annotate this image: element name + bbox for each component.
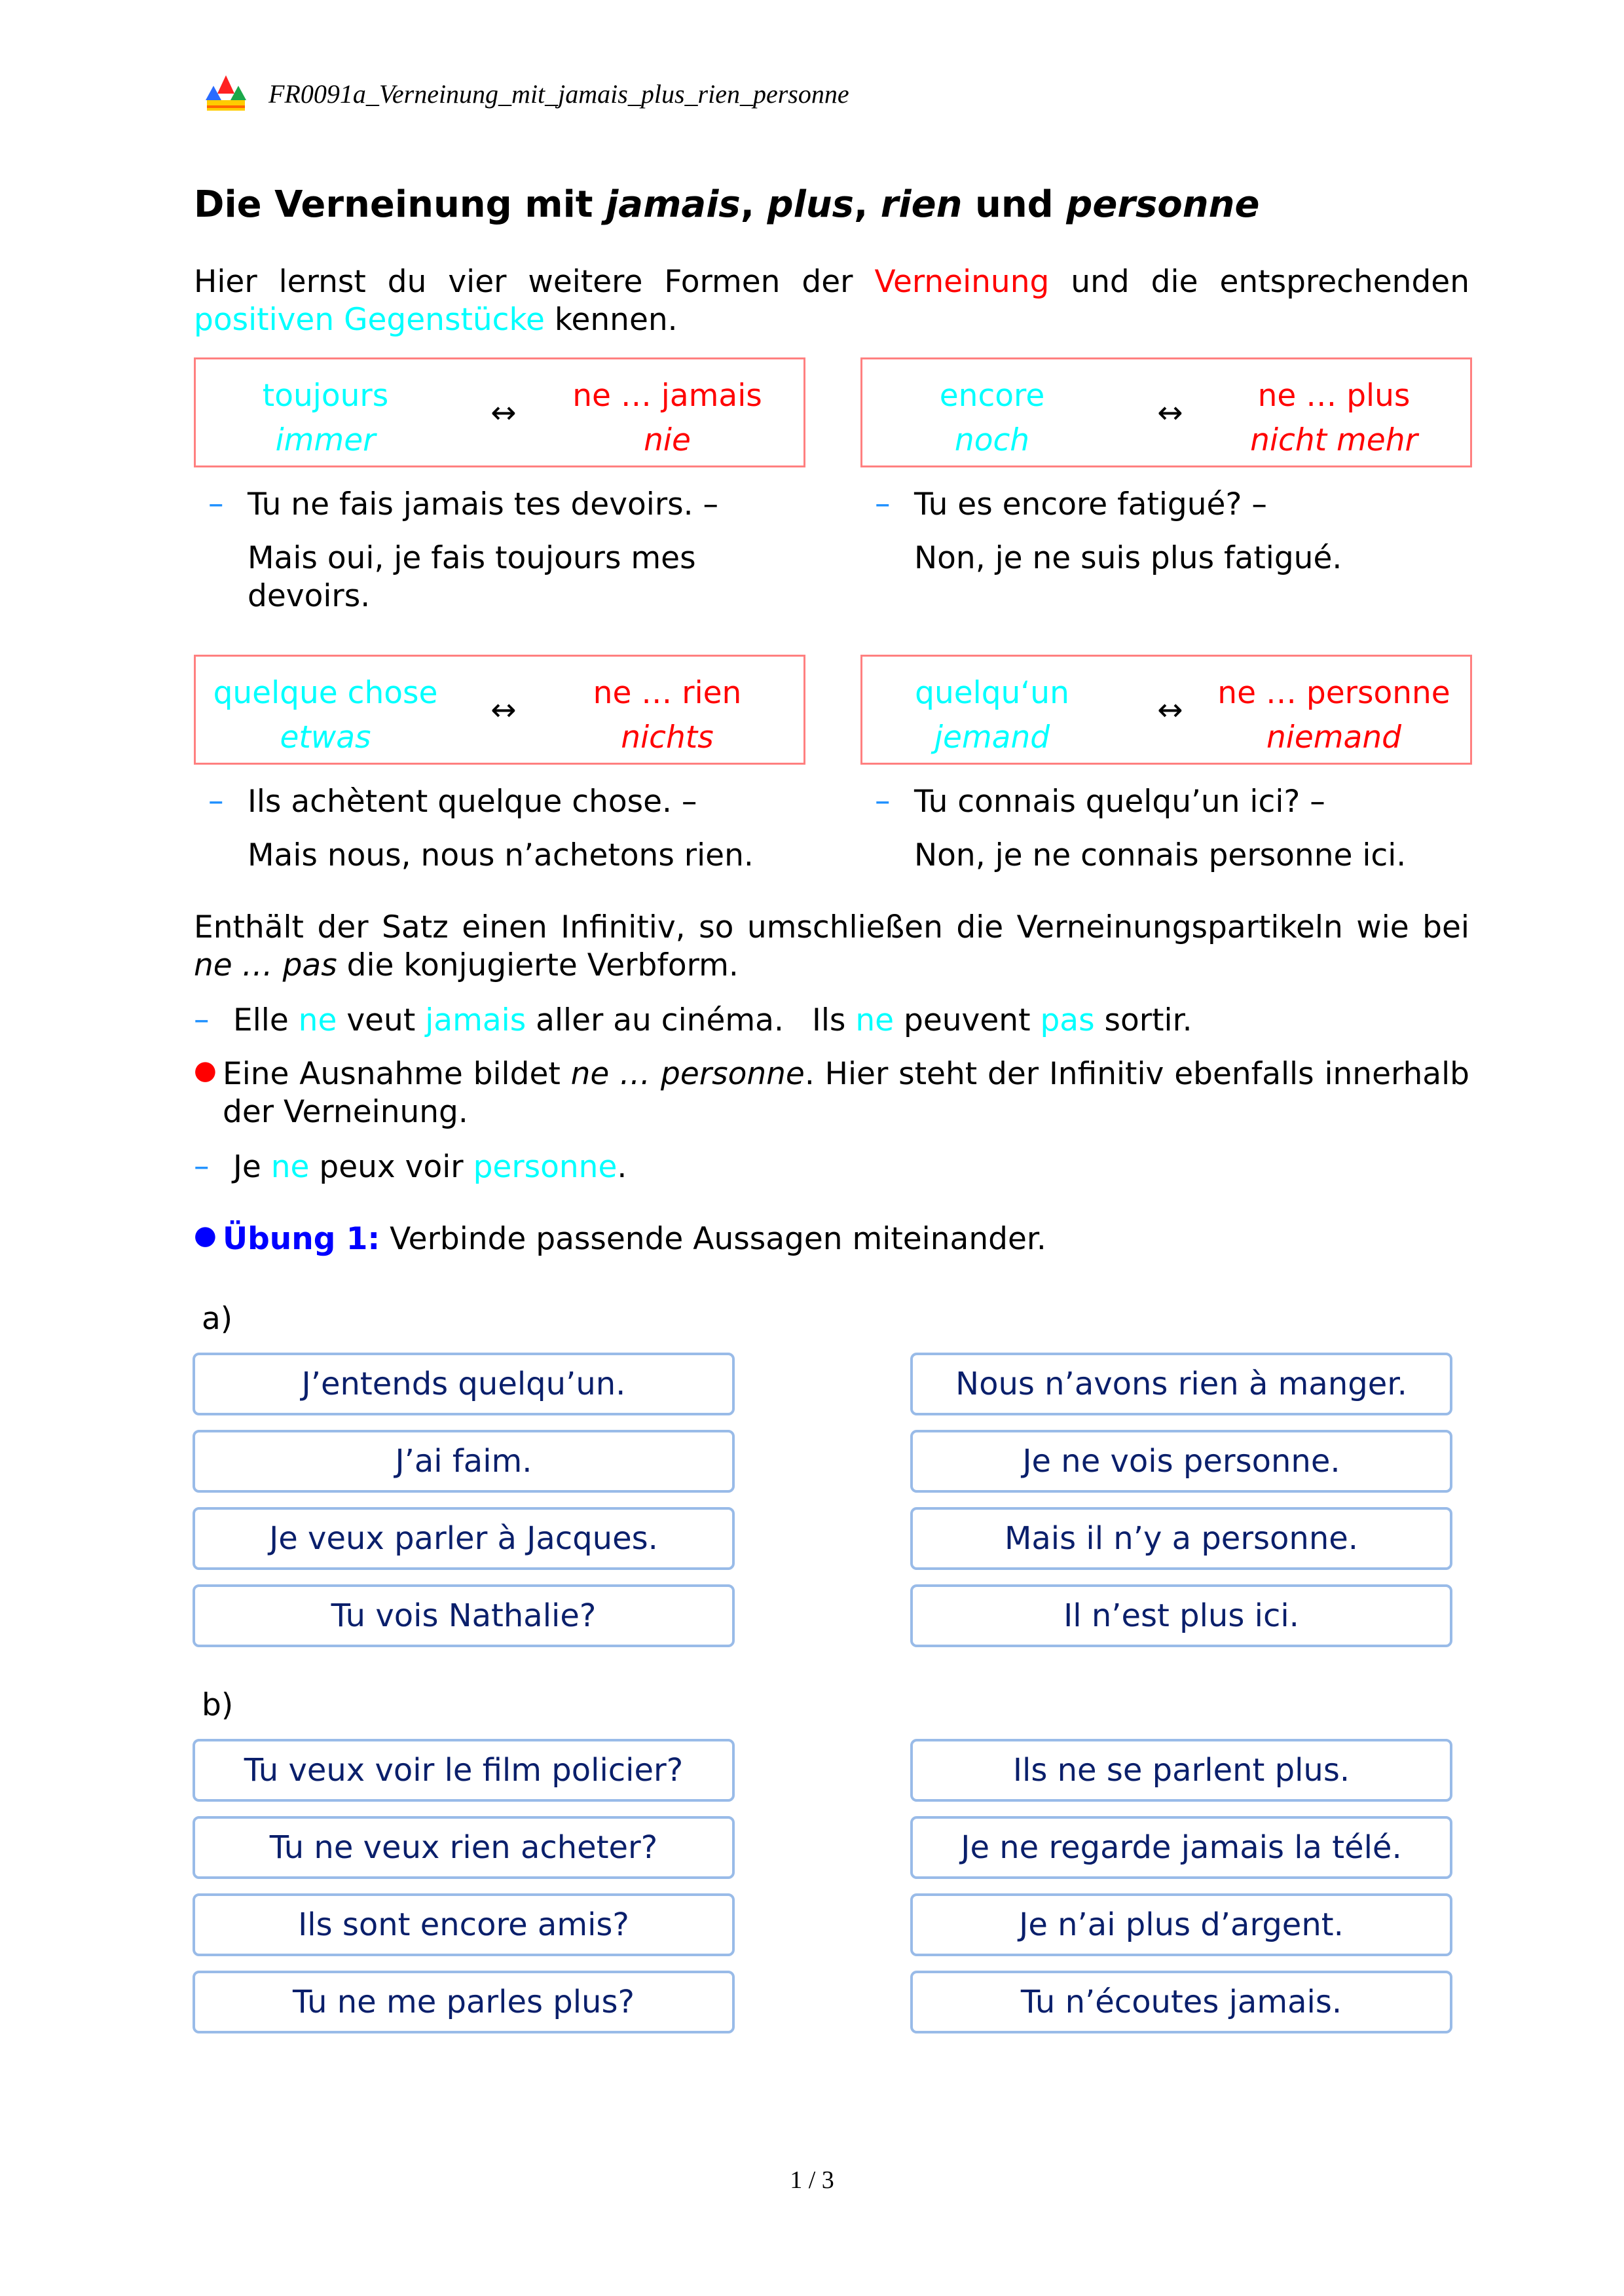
example-sentence: Ils achètent quelque chose. – Mais nous, nous n’achetons rien. <box>248 784 754 873</box>
negative-word: ne … jamais <box>572 378 762 414</box>
dash-marker: – <box>208 783 224 819</box>
example-infinitive-2: Ils ne peuvent pas sortir. <box>812 1002 1192 1038</box>
double-arrow-icon: ↔ <box>490 395 517 431</box>
vocab-box-personne <box>860 655 1472 765</box>
statement-right[interactable]: Ils ne se parlent plus. <box>910 1739 1452 1802</box>
page-number: 1 / 3 <box>790 2166 834 2194</box>
statement-right[interactable]: Je ne regarde jamais la télé. <box>910 1816 1452 1879</box>
negative-translation: niemand <box>1266 720 1401 756</box>
dash-marker: – <box>875 486 891 522</box>
statement-left[interactable]: J’entends quelqu’un. <box>193 1353 735 1415</box>
negative-word: ne … plus <box>1257 378 1411 414</box>
vocab-box-plus <box>860 357 1472 467</box>
positive-translation: noch <box>954 422 1030 458</box>
example-exception: Je ne peux voir personne. <box>233 1149 627 1185</box>
example-sentence: Tu connais quelqu’un ici? – Non, je ne connais personne ici. <box>914 784 1407 873</box>
double-arrow-icon: ↔ <box>1157 692 1183 728</box>
exception-rule: Eine Ausnahme bildet ne … personne. Hier steht der Infinitiv ebenfalls innerhalb der Verneinung. <box>223 1056 1469 1130</box>
positive-word: quelqu‘un <box>915 675 1069 711</box>
page-header <box>204 71 849 117</box>
negative-word: ne … rien <box>593 675 742 711</box>
statement-left[interactable]: Tu veux voir le film policier? <box>193 1739 735 1802</box>
statement-left[interactable]: Tu ne veux rien acheter? <box>193 1816 735 1879</box>
statement-left[interactable]: J’ai faim. <box>193 1430 735 1493</box>
positive-word: toujours <box>262 378 389 414</box>
publisher-logo-icon <box>204 74 248 113</box>
statement-right[interactable]: Il n’est plus ici. <box>910 1584 1452 1647</box>
positive-translation: immer <box>275 422 376 458</box>
positive-word: encore <box>939 378 1045 414</box>
exercise-instruction: Übung 1: Verbinde passende Aussagen miteinander. <box>223 1221 1046 1257</box>
intro-paragraph: Hier lernst du vier weitere Formen der Verneinung und die entsprechenden positiven Gegenstücke kennen. <box>194 264 1469 338</box>
statement-right[interactable]: Nous n’avons rien à manger. <box>910 1353 1452 1415</box>
positive-translation: etwas <box>280 720 371 756</box>
dash-marker: – <box>194 1148 210 1184</box>
statement-right[interactable]: Mais il n’y a personne. <box>910 1507 1452 1570</box>
positive-translation: jemand <box>934 720 1050 756</box>
example-sentence: Tu ne fais jamais tes devoirs. – Mais oui, je fais toujours mes devoirs. <box>248 486 719 614</box>
example-infinitive-1: Elle ne veut jamais aller au cinéma. <box>233 1002 784 1038</box>
statement-left[interactable]: Ils sont encore amis? <box>193 1893 735 1956</box>
statement-right[interactable]: Je ne vois personne. <box>910 1430 1452 1493</box>
bullet-icon: ● <box>194 1220 217 1250</box>
statement-left[interactable]: Tu vois Nathalie? <box>193 1584 735 1647</box>
dash-marker: – <box>875 783 891 819</box>
positive-word: quelque chose <box>213 675 438 711</box>
dash-marker: – <box>208 486 224 522</box>
bullet-icon: ● <box>194 1055 217 1085</box>
negative-word: ne … personne <box>1217 675 1450 711</box>
vocab-box-rien <box>194 655 805 765</box>
negative-translation: nie <box>644 422 691 458</box>
infinitive-rule: Enthält der Satz einen Infinitiv, so umschließen die Verneinungspartikeln wie bei ne … pas die konjugierte Verbform. <box>194 909 1469 983</box>
dash-marker: – <box>194 1002 210 1038</box>
section-label-b: b) <box>202 1687 234 1723</box>
vocab-box-jamais <box>194 357 805 467</box>
section-label-a: a) <box>202 1301 233 1337</box>
negative-translation: nicht mehr <box>1250 422 1418 458</box>
statement-left[interactable]: Je veux parler à Jacques. <box>193 1507 735 1570</box>
double-arrow-icon: ↔ <box>490 692 517 728</box>
document-filename: FR0091a_Verneinung_mit_jamais_plus_rien_personne <box>268 79 849 109</box>
negative-translation: nichts <box>621 720 714 756</box>
example-sentence: Tu es encore fatigué? – Non, je ne suis plus fatigué. <box>914 486 1342 576</box>
statement-right[interactable]: Tu n’écoutes jamais. <box>910 1971 1452 2033</box>
page-title: Die Verneinung mit jamais, plus, rien und personne <box>194 183 1260 226</box>
statement-left[interactable]: Tu ne me parles plus? <box>193 1971 735 2033</box>
statement-right[interactable]: Je n’ai plus d’argent. <box>910 1893 1452 1956</box>
double-arrow-icon: ↔ <box>1157 395 1183 431</box>
